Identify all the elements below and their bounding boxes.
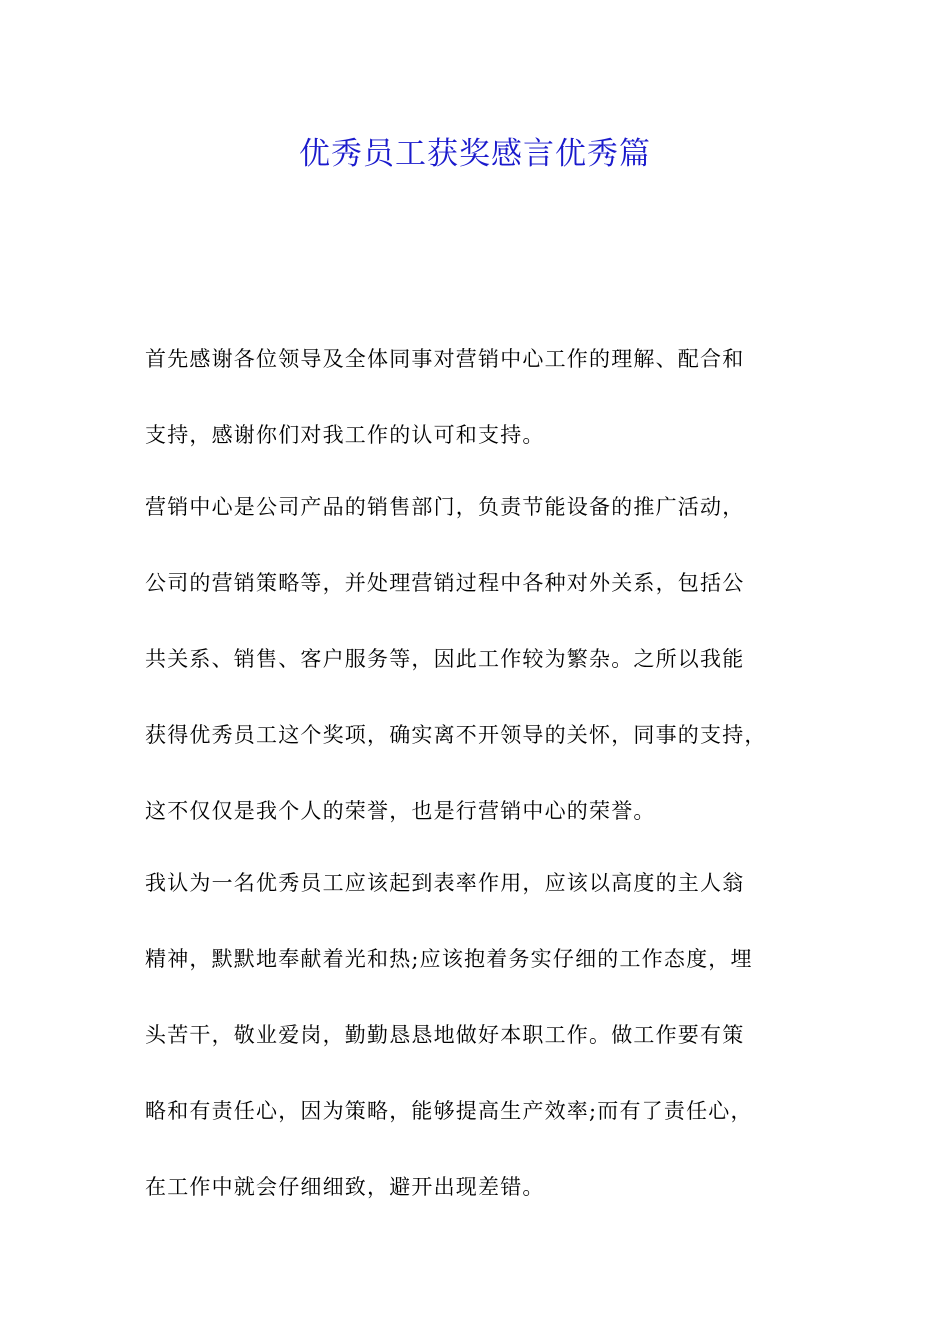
body-line-12: 在工作中就会仔细细致，避开出现差错。 (145, 1175, 545, 1199)
body-line-3: 营销中心是公司产品的销售部门，负责节能设备的推广活动， (145, 495, 745, 519)
body-line-5: 共关系、销售、客户服务等，因此工作较为繁杂。之所以我能 (145, 647, 745, 671)
body-line-9: 精神，默默地奉献着光和热;应该抱着务实仔细的工作态度，埋 (145, 947, 753, 971)
body-line-1: 首先感谢各位领导及全体同事对营销中心工作的理解、配合和 (145, 347, 745, 371)
document-body (145, 336, 835, 1240)
body-line-7: 这不仅仅是我个人的荣誉，也是行营销中心的荣誉。 (145, 799, 656, 823)
body-line-10: 头苦干，敬业爱岗，勤勤恳恳地做好本职工作。做工作要有策 (145, 1023, 745, 1047)
body-line-4: 公司的营销策略等，并处理营销过程中各种对外关系，包括公 (145, 571, 745, 595)
body-line-6: 获得优秀员工这个奖项，确实离不开领导的关怀，同事的支持， (145, 723, 767, 747)
body-line-8: 我认为一名优秀员工应该起到表率作用，应该以高度的主人翁 (145, 871, 745, 895)
document-title: 优秀员工获奖感言优秀篇 (299, 136, 651, 172)
body-line-2: 支持，感谢你们对我工作的认可和支持。 (145, 423, 545, 447)
body-line-11: 略和有责任心，因为策略，能够提高生产效率;而有了责任心， (145, 1099, 753, 1123)
